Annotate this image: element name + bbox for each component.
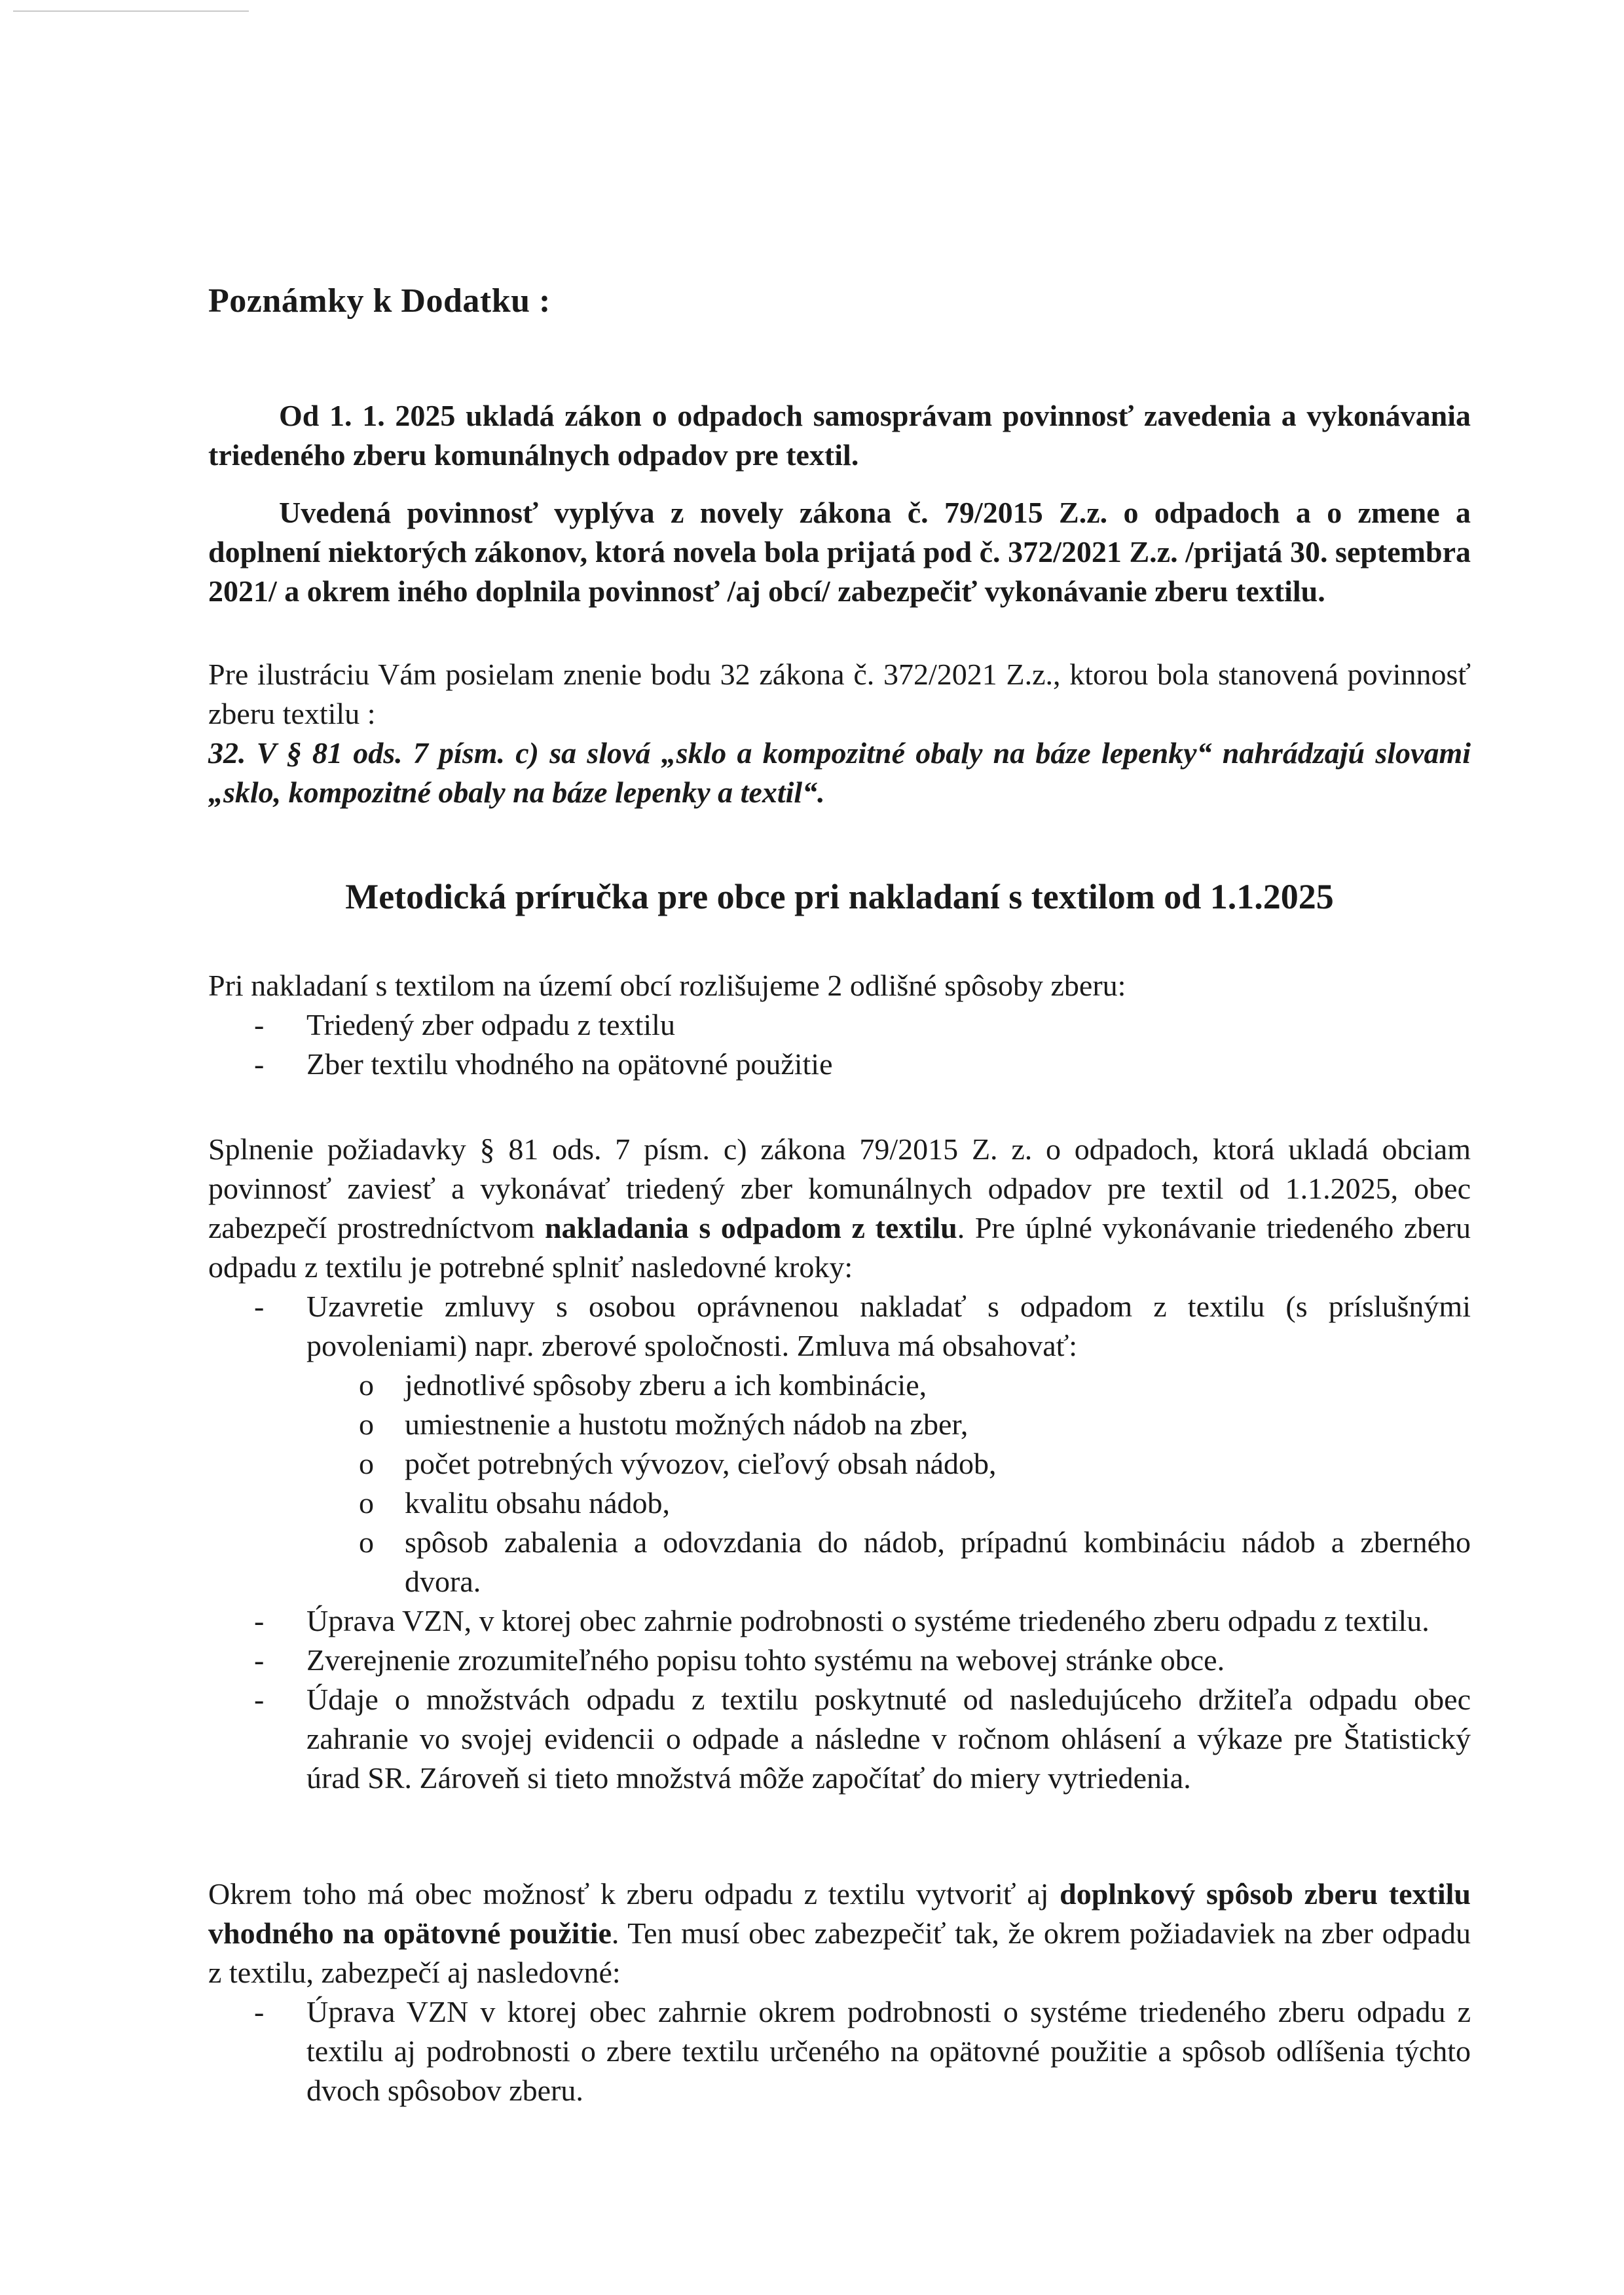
reuse-paragraph [208, 1875, 1471, 1992]
method-item: - Zber textilu vhodného na opätovné použitie [208, 1045, 1471, 1084]
illustration-paragraph: Pre ilustráciu Vám posielam znenie bodu 32 zákona č. 372/2021 Z.z., ktorou bola stanovená povinnosť zberu textilu : [208, 658, 1471, 730]
intro-paragraph-1: Od 1. 1. 2025 ukladá zákon o odpadoch samosprávam povinnosť zavedenia a vykonávania triedeného zberu komunálnych odpadov pre textil. [208, 399, 1471, 472]
step-item: - Zverejnenie zrozumiteľného popisu tohto systému na webovej stránke obce. [208, 1641, 1471, 1680]
law-quote: 32. V § 81 ods. 7 písm. c) sa slová „sklo a kompozitné obaly na báze lepenky“ nahrádzajú slovami „sklo, kompozitné obaly na báze lepenky a textil“. [208, 736, 1471, 809]
contract-items-list [208, 1366, 1471, 1601]
reuse-step-item: - Úprava VZN v ktorej obec zahrnie okrem podrobnosti o systéme triedeného zberu odpadu z textilu aj podrobnosti o zbere textilu určeného na opätovné použitie a spôsob odlíšenia týchto dvoch spôsobov zberu. [208, 1992, 1471, 2110]
reuse-text-pre: Okrem toho má obec možnosť k zberu odpadu z textilu vytvoriť aj [208, 1877, 1060, 1911]
step-item: - Údaje o množstvách odpadu z textilu poskytnuté od nasledujúceho držiteľa odpadu obec zahranie vo svojej evidencii o odpade a následne v ročnom ohlásení a výkaze pre Štatistický úrad SR. Zároveň si tieto množstvá môže započítať do miery vytriedenia. [208, 1680, 1471, 1798]
intro-block [208, 396, 1471, 611]
requirements-text-pre: Splnenie požiadavky § 81 ods. 7 písm. c) zákona 79/2015 Z. z. o odpadoch, ktorá ukladá obciam povinnosť zaviesť a vykonávať triedený zber komunálnych odpadov pre textil od 1.1.2025, obec zabezpečí prostredníctvom [208, 1132, 1471, 1244]
reuse-text-post: . Ten musí obec zabezpečiť tak, že okrem požiadaviek na zber odpadu z textilu, zabezpečí aj nasledovné: [208, 1916, 1471, 1989]
step-item: - Úprava VZN, v ktorej obec zahrnie podrobnosti o systéme triedeného zberu odpadu z textilu. [208, 1601, 1471, 1641]
collection-methods-block [208, 966, 1471, 1084]
illustration-block [208, 655, 1471, 812]
requirements-paragraph [208, 1130, 1471, 1287]
reuse-block [208, 1875, 1471, 2110]
steps-list [208, 1287, 1471, 1366]
steps-list-continued [208, 1601, 1471, 1798]
contract-item: o počet potrebných vývozov, cieľový obsah nádob, [208, 1444, 1471, 1483]
contract-item: o umiestnenie a hustotu možných nádob na zber, [208, 1405, 1471, 1444]
requirements-text-post: . Pre úplné vykonávanie triedeného zberu odpadu z textilu je potrebné splniť nasledovné kroky: [208, 1211, 1471, 1284]
step-contract-text: Uzavretie zmluvy s osobou oprávnenou nakladať s odpadom z textilu (s príslušnými povoleniami) napr. zberové spoločnosti. Zmluva má obsahovať: [306, 1290, 1471, 1362]
reuse-steps-list [208, 1992, 1471, 2110]
methods-list [208, 1005, 1471, 1084]
intro-paragraph-2: Uvedená povinnosť vyplýva z novely zákona č. 79/2015 Z.z. o odpadoch a o zmene a doplnení niektorých zákonov, ktorá novela bola prijatá pod č. 372/2021 Z.z. /prijatá 30. septembra 2021/ a okrem iného doplnila povinnosť /aj obcí/ zabezpečiť vykonávanie zberu textilu. [208, 496, 1471, 608]
contract-item: o spôsob zabalenia a odovzdania do nádob, prípadnú kombináciu nádob a zberného dvora. [208, 1523, 1471, 1601]
requirements-block [208, 1130, 1471, 1798]
method-item: - Triedený zber odpadu z textilu [208, 1005, 1471, 1045]
page-heading: Poznámky k Dodatku : [208, 282, 551, 320]
requirements-text-bold: nakladania s odpadom z textilu [544, 1211, 957, 1244]
methods-lead: Pri nakladaní s textilom na území obcí rozlišujeme 2 odlišné spôsoby zberu: [208, 969, 1126, 1002]
section-title: Metodická príručka pre obce pri nakladaní s textilom od 1.1.2025 [345, 877, 1334, 916]
scan-artifact-line [13, 10, 249, 12]
step-item [208, 1287, 1471, 1366]
contract-item: o kvalitu obsahu nádob, [208, 1483, 1471, 1523]
contract-item: o jednotlivé spôsoby zberu a ich kombinácie, [208, 1366, 1471, 1405]
reuse-text-bold: doplnkový spôsob zberu textilu vhodného na opätovné použitie [208, 1877, 1471, 1950]
